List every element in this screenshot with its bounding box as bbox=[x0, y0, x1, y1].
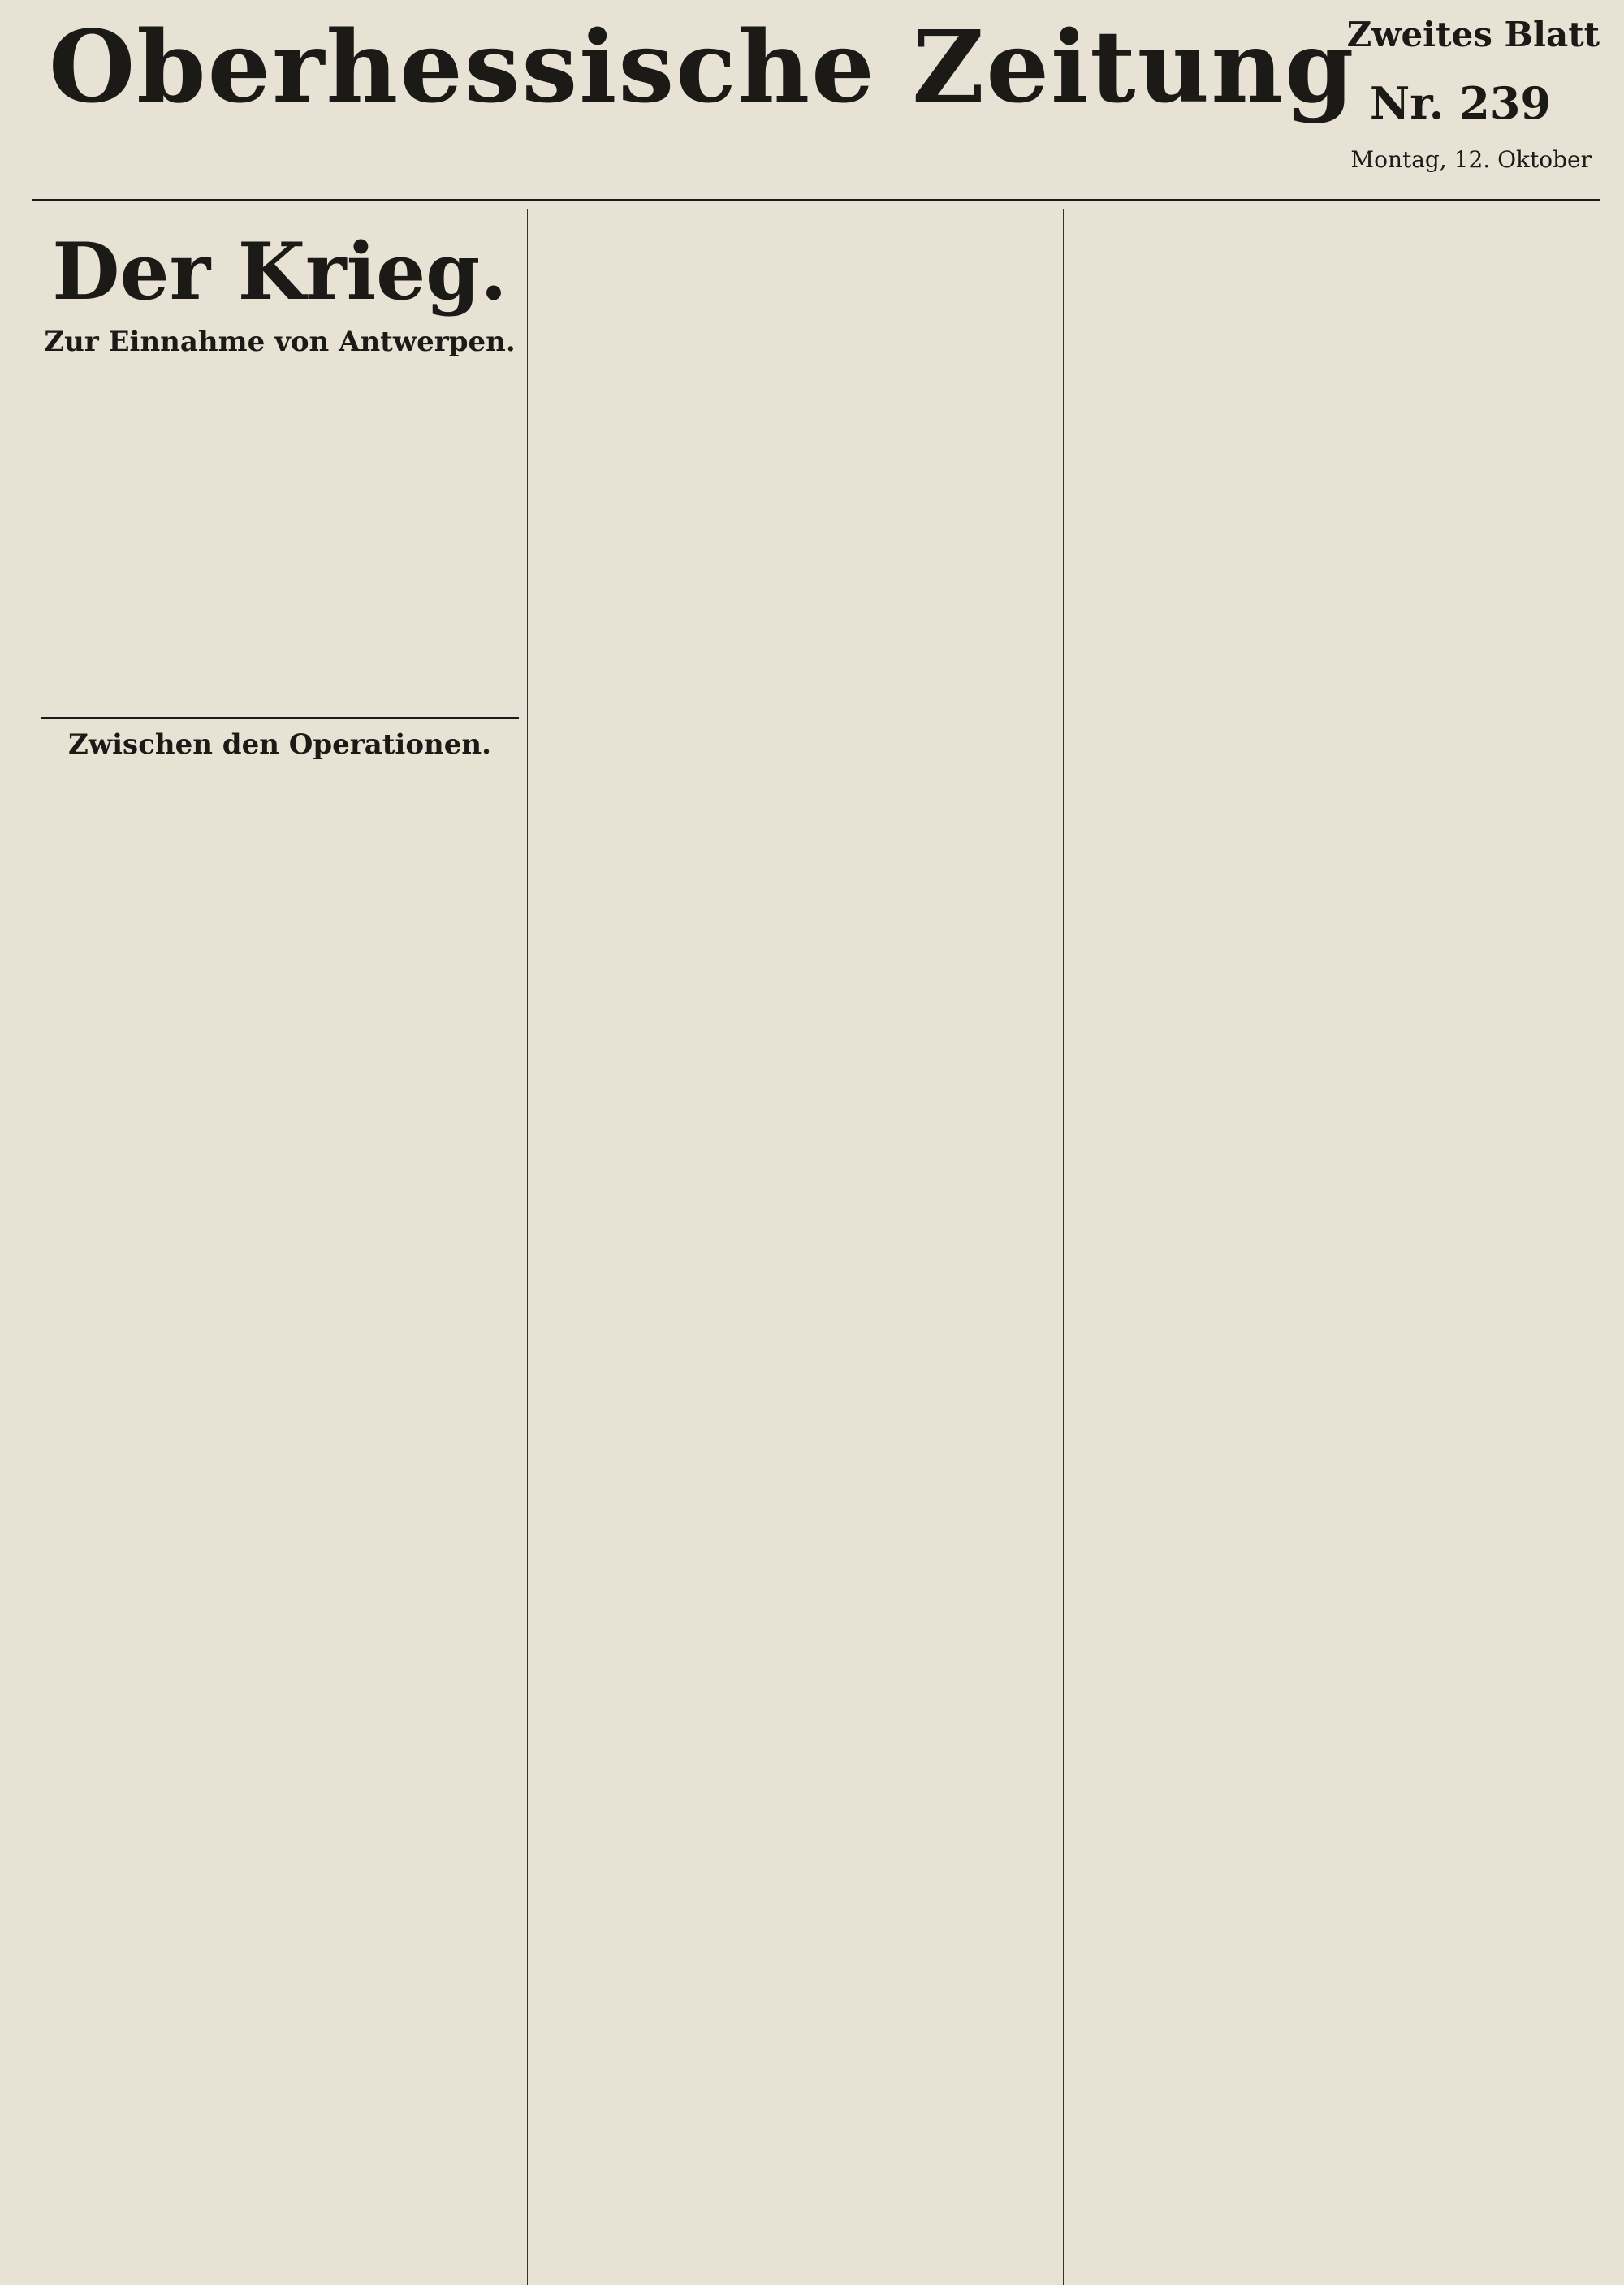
section2-body bbox=[41, 769, 519, 1110]
main-heading: Der Krieg. bbox=[52, 226, 508, 317]
issue-number: Nr. 239 bbox=[1369, 77, 1551, 129]
article-body bbox=[544, 209, 1055, 551]
section-rule bbox=[41, 717, 519, 719]
article-body bbox=[41, 366, 519, 707]
newspaper-title: Oberhessische Zeitung bbox=[49, 8, 1356, 125]
article-body bbox=[1080, 209, 1592, 551]
sheet-label: Zweites Blatt bbox=[1346, 15, 1600, 54]
section2-heading: Zwischen den Operationen. bbox=[68, 728, 491, 761]
issue-date: Montag, 12. Oktober bbox=[1350, 146, 1592, 173]
masthead-rule bbox=[32, 199, 1600, 201]
sub-heading: Zur Einnahme von Antwerpen. bbox=[44, 326, 516, 358]
masthead bbox=[0, 0, 1624, 173]
column-1 bbox=[32, 209, 528, 2285]
column-3 bbox=[1072, 209, 1600, 2285]
column-2 bbox=[536, 209, 1064, 2285]
